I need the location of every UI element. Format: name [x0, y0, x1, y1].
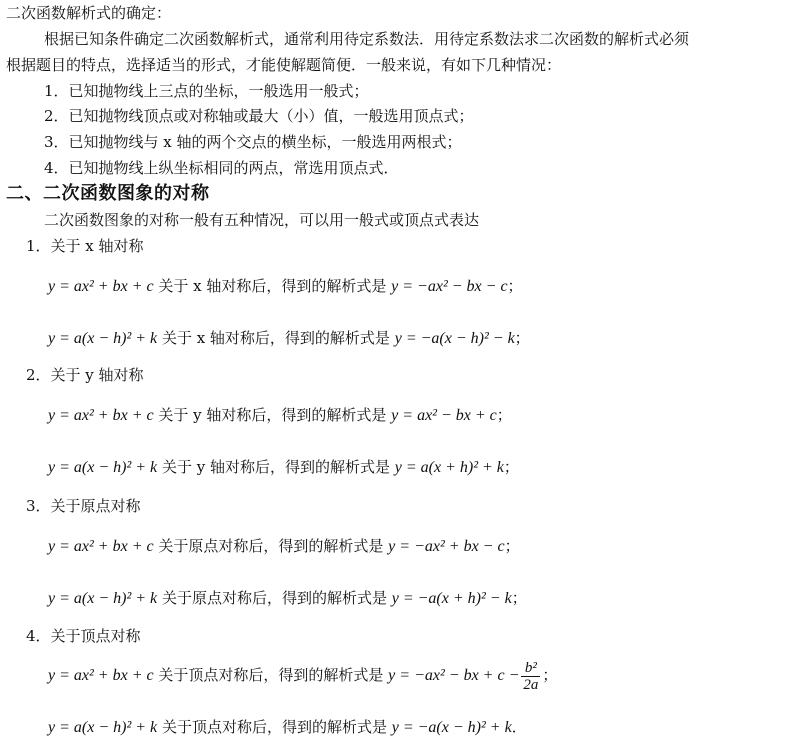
fraction-numerator: b² [521, 660, 540, 677]
formula-lhs: y = a(x − h)² + k [48, 590, 158, 607]
formula-text: 关于原点对称后，得到的解析式是 [161, 589, 387, 607]
formula-end: ； [511, 589, 527, 607]
case-title: 3．关于原点对称 [26, 497, 141, 515]
formula-row [48, 716, 527, 739]
case-title: 4．关于顶点对称 [26, 627, 141, 645]
formula-lhs: y = ax² + bx + c [48, 407, 154, 424]
formula-end: ； [542, 666, 558, 684]
formula-end: ； [514, 329, 530, 347]
formula-end: ； [503, 458, 519, 476]
formula-text: 关于 x 轴对称后，得到的解析式是 [161, 329, 390, 347]
case-title: 2．关于 y 轴对称 [26, 366, 144, 384]
fraction [521, 660, 540, 693]
formula-rhs: y = a(x + h)² + k [394, 459, 504, 476]
formula-end: ； [496, 406, 512, 424]
formula-row [48, 327, 530, 350]
formula-text: 关于顶点对称后，得到的解析式是 [161, 718, 387, 736]
formula-text: 关于 y 轴对称后，得到的解析式是 [158, 406, 387, 424]
formula-lhs: y = ax² + bx + c [48, 667, 154, 684]
intro-list-item-3: 3．已知抛物线与 x 轴的两个交点的横坐标，一般选用两根式； [44, 133, 462, 151]
intro-paragraph-line-2: 根据题目的特点，选择适当的形式，才能使解题简便．一般来说，有如下几种情况： [6, 56, 562, 74]
formula-row [48, 275, 523, 298]
formula-lhs: y = ax² + bx + c [48, 538, 154, 555]
formula-end: ． [511, 718, 527, 736]
intro-paragraph-line-1: 根据已知条件确定二次函数解析式，通常利用待定系数法．用待定系数法求二次函数的解析式必须 [44, 30, 690, 48]
formula-row [48, 587, 527, 610]
formula-row [48, 404, 512, 427]
formula-rhs: y = −ax² − bx + c − [388, 667, 520, 684]
case-title: 1．关于 x 轴对称 [26, 237, 144, 255]
fraction-denominator: 2a [523, 676, 539, 693]
formula-end: ； [504, 537, 520, 555]
formula-rhs: y = −a(x + h)² − k [391, 590, 512, 607]
section-heading: 二、二次函数图象的对称 [6, 183, 210, 204]
formula-rhs: y = −a(x − h)² + k [391, 719, 512, 736]
formula-row [48, 456, 519, 479]
formula-end: ； [507, 277, 523, 295]
intro-list-item-1: 1．已知抛物线上三点的坐标，一般选用一般式； [44, 82, 369, 100]
intro-title: 二次函数解析式的确定： [6, 4, 172, 22]
formula-row [48, 656, 557, 695]
formula-lhs: y = a(x − h)² + k [48, 719, 158, 736]
formula-rhs: y = −ax² − bx − c [391, 278, 508, 295]
formula-lhs: y = a(x − h)² + k [48, 459, 158, 476]
section-intro: 二次函数图象的对称一般有五种情况，可以用一般式或顶点式表达 [44, 211, 480, 229]
formula-row [48, 535, 520, 558]
intro-list-item-4: 4．已知抛物线上纵坐标相同的两点，常选用顶点式． [44, 159, 399, 177]
formula-rhs: y = −ax² + bx − c [388, 538, 505, 555]
formula-rhs: y = ax² − bx + c [391, 407, 497, 424]
intro-list-item-2: 2．已知抛物线顶点或对称轴或最大（小）值，一般选用顶点式； [44, 107, 474, 125]
formula-text: 关于 y 轴对称后，得到的解析式是 [161, 458, 390, 476]
formula-text: 关于 x 轴对称后，得到的解析式是 [158, 277, 387, 295]
formula-rhs: y = −a(x − h)² − k [394, 330, 515, 347]
formula-lhs: y = a(x − h)² + k [48, 330, 158, 347]
formula-text: 关于原点对称后，得到的解析式是 [158, 537, 384, 555]
formula-text: 关于顶点对称后，得到的解析式是 [158, 666, 384, 684]
formula-lhs: y = ax² + bx + c [48, 278, 154, 295]
